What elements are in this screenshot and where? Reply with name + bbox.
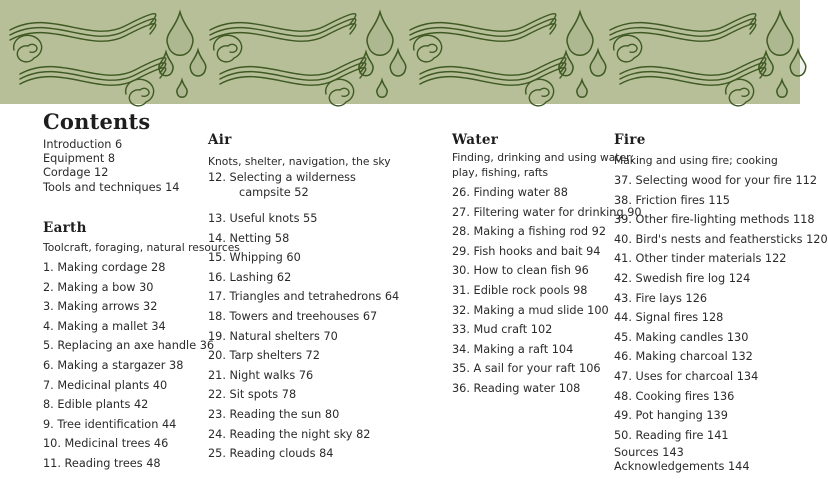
section-subtitle-fire: Making and using fire; cooking: [614, 154, 778, 167]
list-item: 34. Making a raft 104: [452, 342, 574, 356]
front-matter-item: Introduction 6: [43, 138, 123, 151]
water-drop-icon: [590, 50, 606, 76]
list-item: 4. Making a mallet 34: [43, 319, 166, 333]
wind-curl-icon: [726, 79, 754, 106]
water-drop-icon: [377, 80, 387, 97]
list-item: 21. Night walks 76: [208, 368, 314, 382]
list-item: 22. Sit spots 78: [208, 388, 297, 402]
list-item: 17. Triangles and tetrahedrons 64: [208, 290, 400, 304]
wind-curl-icon: [214, 35, 242, 62]
list-item: 42. Swedish fire log 124: [614, 271, 751, 285]
list-item: 6. Making a stargazer 38: [43, 358, 184, 372]
list-item: 36. Reading water 108: [452, 381, 581, 395]
air-list: [208, 171, 399, 464]
list-item: 28. Making a fishing rod 92: [452, 225, 607, 239]
water-drop-icon: [359, 52, 373, 76]
list-item: 9. Tree identification 44: [43, 417, 177, 431]
list-item: 14. Netting 58: [208, 231, 290, 245]
water-drop-icon: [190, 50, 206, 76]
list-item: 19. Natural shelters 70: [208, 329, 338, 343]
list-item: 40. Bird's nests and feathersticks 120: [614, 232, 828, 246]
list-item: 25. Reading clouds 84: [208, 447, 334, 461]
water-drop-icon: [767, 12, 793, 55]
list-item: 48. Cooking fires 136: [614, 389, 735, 403]
section-subtitle-water: [452, 151, 634, 180]
section-heading-fire: Fire: [614, 132, 646, 148]
section-heading-earth: Earth: [43, 220, 87, 236]
list-item: 18. Towers and treehouses 67: [208, 309, 378, 323]
back-matter-list: [614, 446, 750, 474]
back-matter-item: Acknowledgements 144: [614, 460, 750, 474]
list-item: 29. Fish hooks and bait 94: [452, 244, 601, 258]
list-item: 39. Other fire-lighting methods 118: [614, 213, 815, 227]
front-matter-item: Equipment 8: [43, 152, 116, 166]
water-drop-icon: [177, 80, 187, 97]
list-item: 20. Tarp shelters 72: [208, 349, 320, 363]
list-item: 33. Mud craft 102: [452, 323, 553, 337]
list-item: 10. Medicinal trees 46: [43, 437, 169, 451]
list-item: 11. Reading trees 48: [43, 456, 161, 470]
water-drop-icon: [790, 50, 806, 76]
list-item: 47. Uses for charcoal 134: [614, 369, 759, 383]
list-item: 50. Reading fire 141: [614, 428, 729, 442]
water-drop-icon: [167, 12, 193, 55]
water-drop-icon: [577, 80, 587, 97]
wind-curl-icon: [126, 79, 154, 106]
list-item: 5. Replacing an axe handle 36: [43, 339, 215, 353]
list-item: 3. Making arrows 32: [43, 300, 158, 314]
subtitle-line: play, fishing, rafts: [452, 165, 549, 179]
list-item: 1. Making cordage 28: [43, 261, 166, 274]
earth-list: [43, 258, 214, 474]
list-item: 37. Selecting wood for your fire 112: [614, 174, 818, 187]
list-item: 41. Other tinder materials 122: [614, 252, 787, 266]
subtitle-line: Finding, drinking and using water;: [452, 151, 635, 164]
front-matter-item: Tools and techniques 14: [43, 180, 180, 194]
list-item: 44. Signal fires 128: [614, 311, 724, 325]
list-item: 49. Pot hanging 139: [614, 409, 728, 423]
list-item: 12. Selecting a wilderness: [208, 171, 356, 184]
back-matter-item: Sources 143: [614, 446, 684, 459]
section-heading-air: Air: [208, 132, 232, 148]
list-item: 27. Filtering water for drinking 90: [452, 205, 642, 219]
decorative-banner: [0, 0, 800, 104]
list-item: 7. Medicinal plants 40: [43, 378, 168, 392]
list-item: 16. Lashing 62: [208, 270, 292, 284]
wind-curl-icon: [14, 35, 42, 62]
water-drop-icon: [759, 52, 773, 76]
water-drop-icon: [777, 80, 787, 97]
swirl-ornament-icon: [0, 0, 800, 104]
page-title: Contents: [43, 109, 151, 134]
water-drop-icon: [159, 52, 173, 76]
section-heading-water: Water: [452, 132, 499, 148]
list-item: 23. Reading the sun 80: [208, 407, 340, 421]
list-item: 26. Finding water 88: [452, 186, 568, 199]
list-item: 31. Edible rock pools 98: [452, 283, 588, 297]
wind-curl-icon: [526, 79, 554, 106]
wind-curl-icon: [326, 79, 354, 106]
list-item: 24. Reading the night sky 82: [208, 427, 371, 441]
wind-curl-icon: [414, 35, 442, 62]
list-item: 38. Friction fires 115: [614, 193, 730, 207]
list-item: 13. Useful knots 55: [208, 212, 318, 225]
list-item: 30. How to clean fish 96: [452, 264, 589, 278]
water-drop-icon: [390, 50, 406, 76]
list-item: 2. Making a bow 30: [43, 280, 154, 294]
wind-curl-icon: [614, 35, 642, 62]
front-matter-list: [43, 138, 179, 195]
water-drop-icon: [367, 12, 393, 55]
list-item: 43. Fire lays 126: [614, 291, 708, 305]
list-item: 8. Edible plants 42: [43, 398, 149, 412]
section-subtitle-air: Knots, shelter, navigation, the sky: [208, 155, 391, 168]
fire-list: [614, 171, 828, 445]
list-item: 46. Making charcoal 132: [614, 350, 753, 364]
section-subtitle-earth: Toolcraft, foraging, natural resources: [43, 241, 240, 254]
front-matter-item: Cordage 12: [43, 166, 109, 180]
water-drop-icon: [567, 12, 593, 55]
list-item: 35. A sail for your raft 106: [452, 362, 601, 376]
list-item-continuation: campsite 52: [239, 185, 309, 199]
water-drop-icon: [559, 52, 573, 76]
list-item: 32. Making a mud slide 100: [452, 303, 609, 317]
list-item: 15. Whipping 60: [208, 251, 301, 265]
list-item: 45. Making candles 130: [614, 330, 749, 344]
